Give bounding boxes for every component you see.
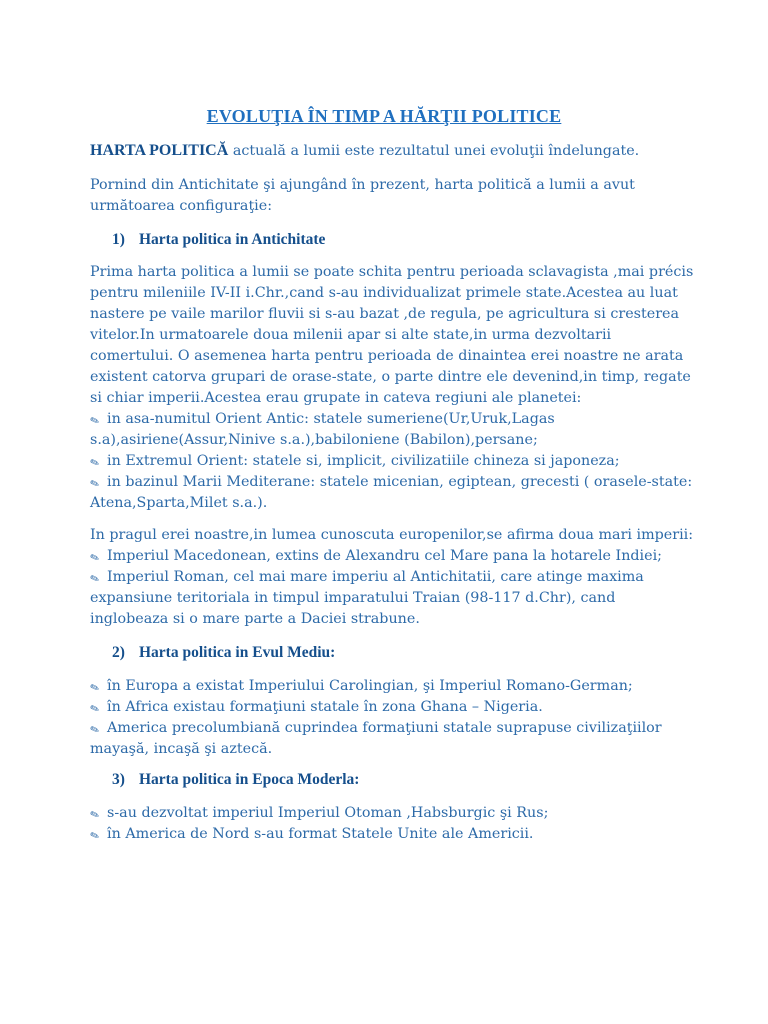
section-heading-epoca-moderna xyxy=(112,771,359,789)
intro-paragraph xyxy=(90,140,690,162)
section-title: Harta politica in Epoca Moderla: xyxy=(139,771,360,788)
list-item: ✎ în America de Nord s-au format Statele Unite ale Americii. xyxy=(90,824,690,845)
pen-nib-icon: ✎ xyxy=(88,413,102,429)
text-line: Prima harta politica a lumii se poate schita pentru perioada sclavagista ,mai précis xyxy=(90,264,694,280)
text-line: comertului. O asemenea harta pentru perioada de dinaintea erei noastre ne arata xyxy=(90,348,684,364)
pen-nib-icon: ✎ xyxy=(88,807,102,823)
list-item: ✎ s-au dezvoltat imperiul Imperiul Otoman ,Habsburgic şi Rus; xyxy=(90,803,690,824)
text-line: vitelor.In urmatoarele doua milenii apar si alte state,in urma dezvoltarii xyxy=(90,327,612,343)
paragraph-pornind xyxy=(90,175,690,217)
pen-nib-icon: ✎ xyxy=(88,722,102,738)
text-line: Atena,Sparta,Milet s.a.). xyxy=(90,495,268,511)
section-number: 3) xyxy=(112,771,125,788)
list-epoca-moderna xyxy=(90,803,690,845)
text-line: inglobeaza si o mare parte a Daciei strabune. xyxy=(90,611,420,627)
list-item: ✎ America precolumbiană cuprindea formaţiuni statale suprapuse civilizaţiilor xyxy=(90,718,690,739)
section-number: 2) xyxy=(112,644,125,661)
section-heading-antichitate xyxy=(112,231,325,249)
section-title: Harta politica in Evul Mediu: xyxy=(139,644,336,661)
intro-rest: actuală a lumii este rezultatul unei evoluţii îndelungate. xyxy=(228,143,640,159)
section-heading-evul-mediu xyxy=(112,644,335,662)
page-title: EVOLUŢIA ÎN TIMP A HĂRŢII POLITICE xyxy=(206,106,562,126)
text-line: următoarea configuraţie: xyxy=(90,198,273,214)
text-line: pentru mileniile IV-II i.Chr.,cand s-au individualizat primele state.Acestea au luat xyxy=(90,285,678,301)
text-line: Pornind din Antichitate şi ajungând în prezent, harta politică a lumii a avut xyxy=(90,177,635,193)
text-line: expansiune teritoriala in timpul imparatului Traian (98-117 d.Chr), cand xyxy=(90,590,616,606)
pen-nib-icon: ✎ xyxy=(88,476,102,492)
pen-nib-icon: ✎ xyxy=(88,455,102,471)
paragraph-antichitate xyxy=(88,262,694,514)
text-line: s.a),asiriene(Assur,Ninive s.a.),babiloniene (Babilon),persane; xyxy=(90,432,538,448)
list-item: ✎ Imperiul Macedonean, extins de Alexandru cel Mare pana la hotarele Indiei; xyxy=(90,546,690,567)
intro-bold: HARTA POLITICĂ xyxy=(90,142,229,159)
section-number: 1) xyxy=(112,231,125,248)
list-item: ✎ in asa-numitul Orient Antic: statele sumeriene(Ur,Uruk,Lagas xyxy=(90,409,690,430)
text-line: existent catorva grupari de orase-state, o parte dintre ele devenind,in timp, regate xyxy=(90,369,691,385)
pen-nib-icon: ✎ xyxy=(88,571,102,587)
list-evul-mediu xyxy=(90,676,690,760)
pen-nib-icon: ✎ xyxy=(88,550,102,566)
text-line: si chiar imperii.Acestea erau grupate in cateva regiuni ale planetei: xyxy=(90,390,582,406)
list-item: ✎ in Extremul Orient: statele si, implicit, civilizatiile chineza si japoneza; xyxy=(90,451,690,472)
list-item: ✎ in bazinul Marii Mediterane: statele micenian, egiptean, grecesti ( orasele-state: xyxy=(90,472,690,493)
section-title: Harta politica in Antichitate xyxy=(139,231,326,248)
pen-nib-icon: ✎ xyxy=(88,680,102,696)
text-line: mayaşă, incaşă şi aztecă. xyxy=(90,741,273,757)
paragraph-imperii xyxy=(88,525,694,630)
list-item: ✎ Imperiul Roman, cel mai mare imperiu al Antichitatii, care atinge maxima xyxy=(90,567,690,588)
list-item: ✎ în Europa a existat Imperiului Carolingian, şi Imperiul Romano-German; xyxy=(90,676,690,697)
list-item: ✎ în Africa existau formaţiuni statale în zona Ghana – Nigeria. xyxy=(90,697,690,718)
text-line: nastere pe vaile marilor fluvii si s-au bazat ,de regula, pe agricultura si cresterea xyxy=(90,306,680,322)
pen-nib-icon: ✎ xyxy=(88,701,102,717)
pen-nib-icon: ✎ xyxy=(88,828,102,844)
text-line: In pragul erei noastre,in lumea cunoscuta europenilor,se afirma doua mari imperii: xyxy=(90,527,694,543)
